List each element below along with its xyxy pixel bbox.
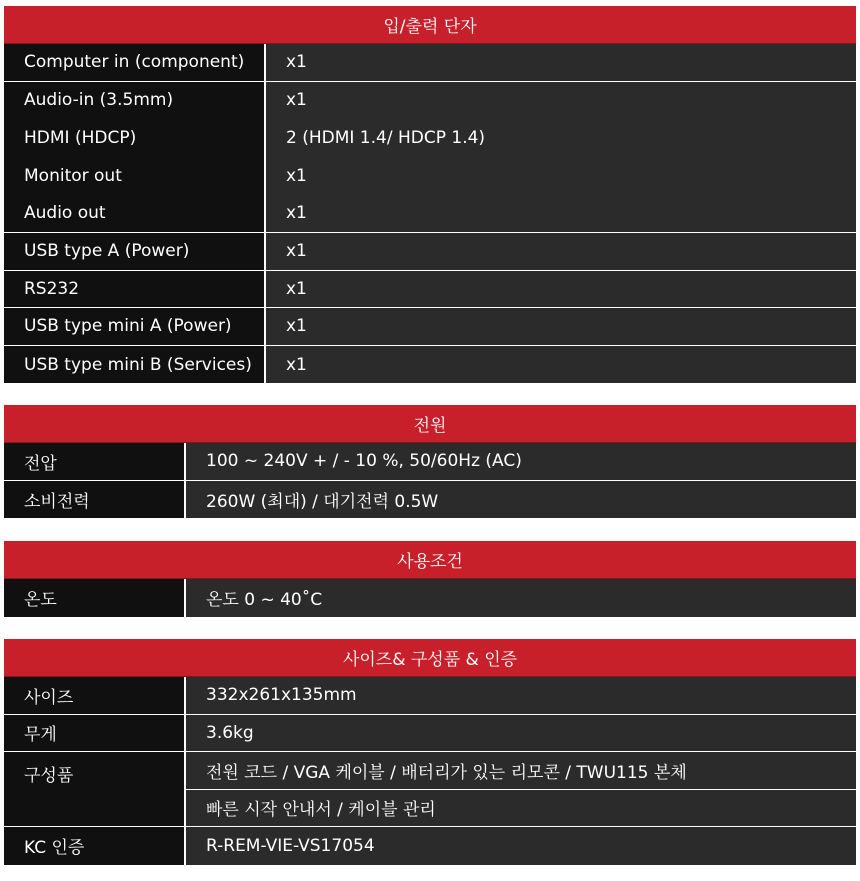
table-row (4, 271, 856, 309)
table-row (4, 579, 856, 617)
table-row (4, 715, 856, 753)
spec-value: x1 (266, 82, 856, 120)
size-spec-table (4, 639, 856, 865)
spec-value: 전원 코드 / VGA 케이블 / 배터리가 있는 리모콘 / TWU115 본체 (186, 752, 856, 790)
spec-value: 빠른 시작 안내서 / 케이블 관리 (186, 790, 856, 827)
spec-label: 구성품 (4, 752, 186, 826)
spec-label: 전압 (4, 443, 186, 480)
spec-value: 온도 0 ~ 40˚C (186, 579, 856, 617)
spec-value: 260W (최대) / 대기전력 0.5W (186, 481, 856, 519)
spec-value: x1 (266, 271, 856, 308)
table-row (4, 308, 856, 346)
table-row (4, 119, 856, 157)
spec-label: 소비전력 (4, 481, 186, 519)
spec-label: USB type A (Power) (4, 233, 266, 270)
spec-value: 100 ~ 240V + / - 10 %, 50/60Hz (AC) (186, 443, 856, 480)
table-row (4, 827, 856, 865)
io-output-group (4, 82, 856, 233)
spec-value: 3.6kg (186, 715, 856, 752)
spec-value: x1 (266, 44, 856, 81)
components-values (186, 752, 856, 826)
power-spec-table (4, 405, 856, 518)
spec-value: 332x261x135mm (186, 677, 856, 714)
table-row (4, 443, 856, 481)
table-row-components (4, 752, 856, 827)
spec-label: 무게 (4, 715, 186, 752)
env-spec-table (4, 541, 856, 617)
table-row (4, 346, 856, 384)
env-section-header: 사용조건 (4, 541, 856, 579)
power-section-header: 전원 (4, 405, 856, 443)
size-section-header: 사이즈& 구성품 & 인증 (4, 639, 856, 677)
io-section-header: 입/출력 단자 (4, 6, 856, 44)
table-row (4, 82, 856, 120)
spec-value: x1 (266, 157, 856, 195)
spec-label: 사이즈 (4, 677, 186, 714)
spec-label: Audio-in (3.5mm) (4, 82, 266, 120)
spec-label: 온도 (4, 579, 186, 617)
spec-label: USB type mini A (Power) (4, 308, 266, 345)
spec-label: KC 인증 (4, 827, 186, 865)
spec-label: Computer in (component) (4, 44, 266, 81)
spec-label: Monitor out (4, 157, 266, 195)
io-spec-table (4, 6, 856, 383)
spec-label: HDMI (HDCP) (4, 119, 266, 157)
spec-value: x1 (266, 233, 856, 270)
spec-value: R-REM-VIE-VS17054 (186, 827, 856, 865)
table-row (4, 44, 856, 82)
table-row (4, 481, 856, 519)
spec-label: USB type mini B (Services) (4, 346, 266, 384)
table-row (4, 677, 856, 715)
spec-label: RS232 (4, 271, 266, 308)
table-row (4, 157, 856, 195)
spec-label: Audio out (4, 194, 266, 232)
spec-value: 2 (HDMI 1.4/ HDCP 1.4) (266, 119, 856, 157)
table-row (4, 194, 856, 232)
spec-value: x1 (266, 308, 856, 345)
table-row (4, 233, 856, 271)
spec-value: x1 (266, 346, 856, 384)
spec-value: x1 (266, 194, 856, 232)
